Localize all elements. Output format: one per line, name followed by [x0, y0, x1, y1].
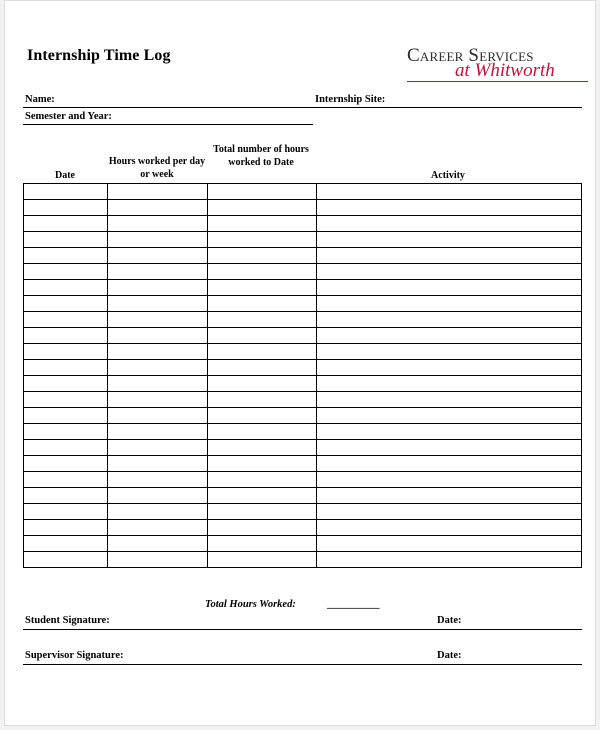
hours-cell[interactable] — [108, 440, 208, 456]
total-hours-cell[interactable] — [208, 360, 317, 376]
activity-cell[interactable] — [317, 328, 582, 344]
date-cell[interactable] — [24, 392, 108, 408]
table-row — [24, 264, 582, 280]
student-signature-label: Student Signature: — [25, 615, 110, 626]
date-cell[interactable] — [24, 552, 108, 568]
table-row — [24, 392, 582, 408]
hours-cell[interactable] — [108, 344, 208, 360]
total-hours-cell[interactable] — [208, 280, 317, 296]
total-hours-cell[interactable] — [208, 408, 317, 424]
table-row — [24, 536, 582, 552]
total-hours-cell[interactable] — [208, 440, 317, 456]
total-hours-cell[interactable] — [208, 392, 317, 408]
activity-cell[interactable] — [317, 312, 582, 328]
table-row — [24, 216, 582, 232]
date-column-header: Date — [55, 170, 75, 181]
date-cell[interactable] — [24, 472, 108, 488]
total-hours-cell[interactable] — [208, 552, 317, 568]
total-hours-blank[interactable]: __________ — [327, 599, 380, 610]
activity-cell[interactable] — [317, 264, 582, 280]
total-hours-cell[interactable] — [208, 536, 317, 552]
total-hours-cell[interactable] — [208, 488, 317, 504]
hours-cell[interactable] — [108, 216, 208, 232]
total-hours-cell[interactable] — [208, 264, 317, 280]
date-cell[interactable] — [24, 488, 108, 504]
total-hours-cell[interactable] — [208, 184, 317, 200]
table-row — [24, 344, 582, 360]
activity-cell[interactable] — [317, 552, 582, 568]
hours-column-header: Hours worked per day or week — [108, 156, 206, 180]
date-cell[interactable] — [24, 328, 108, 344]
total-hours-cell[interactable] — [208, 344, 317, 360]
activity-cell[interactable] — [317, 344, 582, 360]
activity-cell[interactable] — [317, 248, 582, 264]
activity-cell[interactable] — [317, 440, 582, 456]
date-cell[interactable] — [24, 312, 108, 328]
date-cell[interactable] — [24, 264, 108, 280]
logo-text-top: Career Services — [407, 45, 534, 66]
activity-cell[interactable] — [317, 376, 582, 392]
table-row — [24, 280, 582, 296]
activity-cell[interactable] — [317, 504, 582, 520]
document-page — [4, 0, 596, 726]
table-row — [24, 424, 582, 440]
date-cell[interactable] — [24, 520, 108, 536]
date-cell[interactable] — [24, 216, 108, 232]
hours-cell[interactable] — [108, 184, 208, 200]
table-row — [24, 312, 582, 328]
activity-cell[interactable] — [317, 184, 582, 200]
activity-cell[interactable] — [317, 488, 582, 504]
internship-site-label: Internship Site: — [315, 94, 386, 105]
table-row — [24, 440, 582, 456]
table-row — [24, 504, 582, 520]
supervisor-date-label: Date: — [437, 650, 462, 661]
semester-label: Semester and Year: — [25, 111, 112, 122]
hours-cell[interactable] — [108, 232, 208, 248]
date-cell[interactable] — [24, 280, 108, 296]
supervisor-signature-label: Supervisor Signature: — [25, 650, 124, 661]
activity-cell[interactable] — [317, 536, 582, 552]
total-hours-cell[interactable] — [208, 376, 317, 392]
name-label: Name: — [25, 94, 55, 105]
date-cell[interactable] — [24, 456, 108, 472]
date-cell[interactable] — [24, 424, 108, 440]
table-row — [24, 184, 582, 200]
hours-cell[interactable] — [108, 456, 208, 472]
table-row — [24, 408, 582, 424]
date-cell[interactable] — [24, 440, 108, 456]
table-row — [24, 488, 582, 504]
activity-cell[interactable] — [317, 232, 582, 248]
hours-cell[interactable] — [108, 328, 208, 344]
hours-cell[interactable] — [108, 296, 208, 312]
total-hours-cell[interactable] — [208, 312, 317, 328]
activity-cell[interactable] — [317, 200, 582, 216]
total-hours-cell[interactable] — [208, 248, 317, 264]
activity-cell[interactable] — [317, 280, 582, 296]
logo-text-bottom: at Whitworth — [455, 60, 555, 81]
hours-cell[interactable] — [108, 536, 208, 552]
hours-cell[interactable] — [108, 408, 208, 424]
hours-cell[interactable] — [108, 504, 208, 520]
date-cell[interactable] — [24, 344, 108, 360]
date-cell[interactable] — [24, 408, 108, 424]
hours-cell[interactable] — [108, 200, 208, 216]
date-cell[interactable] — [24, 536, 108, 552]
activity-cell[interactable] — [317, 520, 582, 536]
total-hours-cell[interactable] — [208, 232, 317, 248]
table-row — [24, 456, 582, 472]
activity-cell[interactable] — [317, 424, 582, 440]
date-cell[interactable] — [24, 360, 108, 376]
hours-cell[interactable] — [108, 472, 208, 488]
date-cell[interactable] — [24, 232, 108, 248]
career-services-logo — [407, 45, 591, 85]
logo-underline — [407, 81, 588, 82]
total-hours-label: Total Hours Worked: — [205, 599, 296, 610]
activity-cell[interactable] — [317, 216, 582, 232]
hours-cell[interactable] — [108, 312, 208, 328]
hours-cell[interactable] — [108, 424, 208, 440]
semester-line[interactable] — [23, 124, 313, 125]
activity-column-header: Activity — [431, 170, 465, 181]
table-row — [24, 552, 582, 568]
table-row — [24, 248, 582, 264]
student-signature-line[interactable] — [23, 629, 582, 630]
activity-cell[interactable] — [317, 392, 582, 408]
date-cell[interactable] — [24, 376, 108, 392]
document-title: Internship Time Log — [27, 47, 171, 64]
hours-cell[interactable] — [108, 360, 208, 376]
activity-cell[interactable] — [317, 360, 582, 376]
total-hours-cell[interactable] — [208, 200, 317, 216]
hours-cell[interactable] — [108, 376, 208, 392]
hours-cell[interactable] — [108, 520, 208, 536]
activity-cell[interactable] — [317, 472, 582, 488]
total-hours-cell[interactable] — [208, 504, 317, 520]
hours-cell[interactable] — [108, 392, 208, 408]
table-row — [24, 200, 582, 216]
activity-cell[interactable] — [317, 296, 582, 312]
time-log-table — [23, 183, 582, 568]
table-row — [24, 520, 582, 536]
total-hours-cell[interactable] — [208, 472, 317, 488]
supervisor-signature-line[interactable] — [23, 664, 582, 665]
table-row — [24, 296, 582, 312]
activity-cell[interactable] — [317, 456, 582, 472]
table-row — [24, 232, 582, 248]
date-cell[interactable] — [24, 296, 108, 312]
total-hours-column-header: Total number of hours worked to Date — [213, 144, 309, 168]
hours-cell[interactable] — [108, 280, 208, 296]
table-row — [24, 360, 582, 376]
hours-cell[interactable] — [108, 552, 208, 568]
date-cell[interactable] — [24, 248, 108, 264]
total-hours-cell[interactable] — [208, 216, 317, 232]
student-date-label: Date: — [437, 615, 462, 626]
total-hours-cell[interactable] — [208, 328, 317, 344]
date-cell[interactable] — [24, 200, 108, 216]
total-hours-cell[interactable] — [208, 296, 317, 312]
name-site-line[interactable] — [23, 107, 582, 108]
total-hours-cell[interactable] — [208, 424, 317, 440]
hours-cell[interactable] — [108, 488, 208, 504]
total-hours-cell[interactable] — [208, 456, 317, 472]
activity-cell[interactable] — [317, 408, 582, 424]
table-row — [24, 376, 582, 392]
hours-cell[interactable] — [108, 264, 208, 280]
table-row — [24, 328, 582, 344]
date-cell[interactable] — [24, 184, 108, 200]
table-row — [24, 472, 582, 488]
hours-cell[interactable] — [108, 248, 208, 264]
total-hours-cell[interactable] — [208, 520, 317, 536]
date-cell[interactable] — [24, 504, 108, 520]
